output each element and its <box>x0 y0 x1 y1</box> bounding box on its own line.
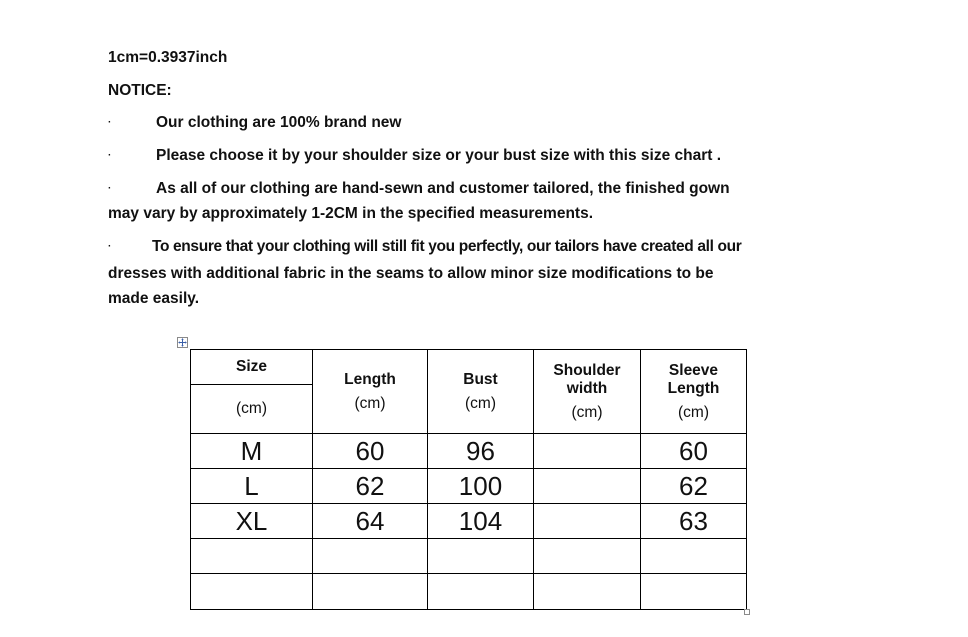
notice-bullet-4: · <box>108 241 112 252</box>
header-bust-label: Bust <box>463 370 498 388</box>
notice-item-1: Our clothing are 100% brand new <box>156 114 402 131</box>
header-shoulder-line1: Shoulder <box>553 361 621 379</box>
conversion-note: 1cm=0.3937inch <box>108 49 228 66</box>
table-row <box>191 434 747 469</box>
header-shoulder-unit: (cm) <box>571 403 603 421</box>
notice-item-3: As all of our clothing are hand-sewn and customer tailored, the finished gown <box>156 180 730 197</box>
notice-item-4: To ensure that your clothing will still fit you perfectly, our tailors have created all our <box>152 238 742 255</box>
header-bust-unit: (cm) <box>465 394 496 412</box>
notice-item-2: Please choose it by your shoulder size or your bust size with this size chart . <box>156 147 722 164</box>
cell-shoulder <box>534 469 641 504</box>
header-shoulder <box>534 350 641 434</box>
notice-title: NOTICE: <box>108 82 172 99</box>
notice-item-4-continuation-2: made easily. <box>108 290 200 307</box>
cell-bust <box>428 574 534 610</box>
header-length-label: Length <box>344 370 396 388</box>
table-row <box>191 469 747 504</box>
cell-length: 64 <box>313 504 428 539</box>
cell-bust <box>428 539 534 574</box>
cell-length <box>313 574 428 610</box>
cell-sleeve <box>641 539 747 574</box>
cell-bust: 100 <box>428 469 534 504</box>
header-sleeve <box>641 350 747 434</box>
header-sleeve-line1: Sleeve <box>668 361 719 379</box>
table-row <box>191 504 747 539</box>
header-sleeve-unit: (cm) <box>678 403 709 421</box>
table-row <box>191 539 747 574</box>
header-sleeve-line2: Length <box>667 379 720 397</box>
cell-bust: 104 <box>428 504 534 539</box>
header-bust <box>428 350 534 434</box>
table-move-handle[interactable] <box>177 337 188 348</box>
cell-bust: 96 <box>428 434 534 469</box>
header-size-unit: (cm) <box>191 385 313 434</box>
header-length-unit: (cm) <box>354 394 386 412</box>
cell-size <box>191 574 313 610</box>
cell-shoulder <box>534 539 641 574</box>
table-row <box>191 574 747 610</box>
notice-bullet-1: · <box>108 117 112 128</box>
cell-shoulder <box>534 434 641 469</box>
cell-shoulder <box>534 574 641 610</box>
cell-size: L <box>191 469 313 504</box>
cell-size: M <box>191 434 313 469</box>
cell-size: XL <box>191 504 313 539</box>
cell-sleeve <box>641 574 747 610</box>
cell-length: 60 <box>313 434 428 469</box>
cell-sleeve: 62 <box>641 469 747 504</box>
move-arrows-icon <box>178 338 187 347</box>
notice-item-4-continuation: dresses with additional fabric in the seams to allow minor size modifications to be <box>108 265 714 282</box>
header-size: Size <box>191 350 313 385</box>
table-resize-handle[interactable] <box>744 609 750 615</box>
cell-shoulder <box>534 504 641 539</box>
notice-item-3-continuation: may vary by approximately 1-2CM in the specified measurements. <box>108 205 593 222</box>
cell-sleeve: 60 <box>641 434 747 469</box>
cell-length: 62 <box>313 469 428 504</box>
header-length <box>313 350 428 434</box>
notice-bullet-2: · <box>108 150 112 161</box>
header-shoulder-line2: width <box>566 379 608 397</box>
cell-size <box>191 539 313 574</box>
cell-sleeve: 63 <box>641 504 747 539</box>
size-chart-table <box>190 349 747 610</box>
notice-bullet-3: · <box>108 183 112 194</box>
cell-length <box>313 539 428 574</box>
